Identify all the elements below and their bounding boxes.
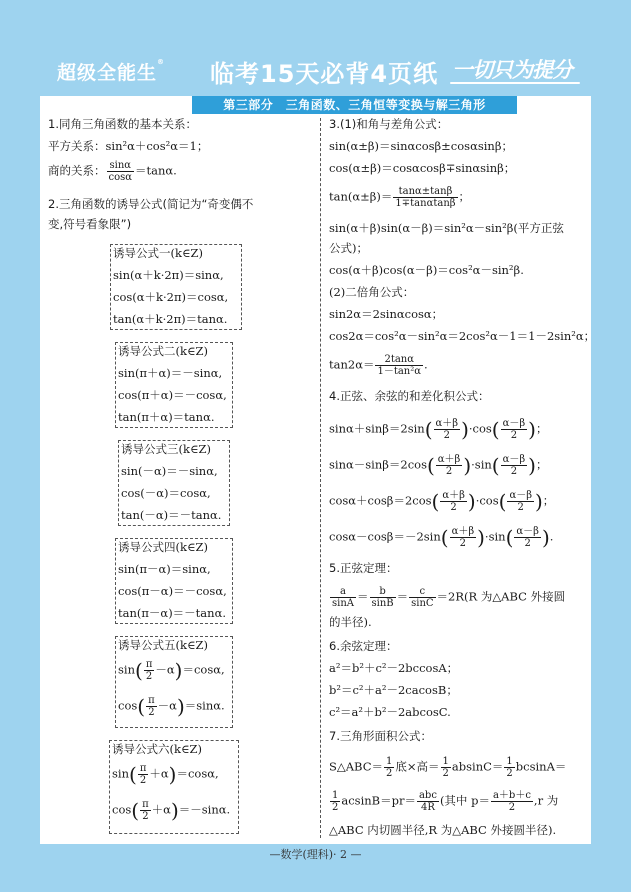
half-diff [514, 526, 541, 549]
frac-den: 2 [459, 538, 467, 549]
paren-close: ) [174, 658, 183, 683]
quotient-fraction [107, 160, 135, 183]
fn-cos: cos [112, 802, 132, 817]
term: . [424, 357, 428, 372]
area-formula [329, 756, 566, 779]
frac-num: 1 [506, 756, 513, 767]
frac-den: 2 [506, 768, 513, 779]
box-title: 诱导公式一(k∈Z) [113, 246, 203, 260]
box-row: cos(π＋α)＝－cosα, [118, 388, 227, 402]
pi-half [144, 659, 155, 682]
box-title: 诱导公式五(k∈Z) [118, 638, 208, 652]
sum-to-product-4 [329, 526, 553, 549]
brand-registered-mark: ® [157, 58, 166, 66]
formula-box-5 [115, 636, 233, 728]
term: ·sin [484, 529, 506, 544]
paren-open: ( [505, 525, 514, 550]
result: ＝cosα, [176, 766, 219, 781]
pi-half [146, 695, 157, 718]
sine-law [329, 586, 565, 609]
frac-num: π [148, 695, 155, 706]
box-row [118, 659, 225, 682]
term: sinα－sinβ＝2cos [329, 457, 427, 472]
heading-1: 1.同角三角函数的基本关系： [48, 117, 197, 131]
frac-num: α＋β [437, 454, 461, 465]
frac-den: 2 [442, 768, 449, 779]
quotient-label: 商的关系： [48, 163, 106, 178]
frac-num: α＋β [442, 490, 465, 501]
frac-num: α＋β [451, 526, 475, 537]
paren-open: ( [491, 453, 500, 478]
paren-close: ) [463, 453, 472, 478]
term: ·cos [475, 493, 499, 508]
equals: ＝ [396, 589, 409, 604]
frac-den: 1－tan²α [377, 366, 422, 377]
frac-num: abc [418, 790, 437, 801]
term: tan2α＝ [329, 357, 375, 372]
paren-open: ( [440, 525, 449, 550]
paren-close: ) [534, 489, 543, 514]
pi-half [138, 763, 149, 786]
frac-den: 2 [517, 502, 524, 513]
frac-num: tanα±tanβ [393, 186, 457, 198]
area-formula-note: △ABC 内切圆半径,R 为△ABC 外接圆半径). [329, 823, 557, 837]
paren-close: ) [170, 798, 179, 823]
term: S△ABC＝ [329, 759, 383, 774]
term: ； [535, 457, 548, 472]
frac-num: α－β [516, 526, 539, 537]
frac-num: b [370, 586, 396, 598]
frac-den: 2 [148, 707, 155, 718]
box-row: sin(π＋α)＝－sinα, [118, 366, 223, 380]
frac-num: a [330, 586, 356, 598]
paren-open: ( [137, 694, 146, 719]
frac-num: 1 [386, 756, 393, 767]
frac-num: α＋β [435, 418, 459, 429]
heading-7: 7.三角形面积公式： [329, 729, 432, 743]
paren-close: ) [168, 762, 177, 787]
fn-sin: sin [112, 766, 129, 781]
sum-to-product-3 [329, 490, 554, 513]
frac-den: cosα [108, 172, 133, 183]
page-footer: —数学(理科)· 2 — [269, 848, 362, 861]
ratio-c [409, 586, 435, 609]
box-row: tan(π－α)＝－tanα. [118, 606, 226, 620]
formula-box-3 [118, 440, 230, 526]
frac-num: 1 [442, 756, 449, 767]
ratio-a [330, 586, 356, 609]
result: ＝cosα, [182, 662, 225, 677]
box-row: sin(－α)＝－sinα, [121, 464, 218, 478]
term: －α [155, 662, 175, 677]
formula-box-4 [115, 538, 233, 624]
cosine-law-c: c²＝a²＋b²－2abcosC. [329, 705, 451, 719]
heading-3b: (2)二倍角公式： [329, 285, 415, 299]
frac-den: 2 [386, 768, 393, 779]
half-sum [450, 526, 477, 549]
frac-den: 2 [145, 671, 153, 682]
term: 底×高＝ [395, 759, 440, 774]
half-diff [507, 490, 534, 513]
column-divider [320, 118, 321, 838]
frac-num: π [139, 763, 147, 774]
cos-product: cos(α＋β)cos(α－β)＝cos²α－sin²β. [329, 263, 524, 277]
frac-num: α－β [509, 490, 532, 501]
quotient-relation [48, 160, 177, 183]
sum-to-product-2 [329, 454, 547, 477]
double-sin: sin2α＝2sinαcosα； [329, 307, 444, 321]
slogan-underline [450, 82, 580, 84]
heading-5: 5.正弦定理： [329, 561, 398, 575]
frac-den: 2 [443, 430, 450, 441]
tan-fraction [393, 186, 457, 209]
box-row: cos(α＋k·2π)＝cosα, [113, 290, 229, 304]
term: ＝2R(R 为△ABC 外接圆 [436, 589, 566, 604]
content-page [40, 96, 596, 844]
frac-num: sinα [107, 160, 135, 172]
term: －α [157, 698, 177, 713]
paren-open: ( [424, 417, 433, 442]
term: acsinB＝pr＝ [341, 793, 416, 808]
double-cos: cos2α＝cos²α－sin²α＝2cos²α－1＝1－2sin²α； [329, 329, 596, 343]
fn-sin: sin [118, 662, 135, 677]
double-tan [329, 354, 428, 377]
main-title: 临考15天必背4页纸 [210, 60, 439, 88]
paren-open: ( [135, 658, 143, 683]
half-sum [434, 418, 461, 441]
box-row [112, 799, 230, 822]
box-title: 诱导公式三(k∈Z) [121, 442, 211, 456]
result: ＝sinα. [184, 698, 225, 713]
frac-den: 2 [508, 802, 516, 813]
heading-2-cont: 变,符号看象限”) [48, 217, 132, 231]
frac-num: α－β [502, 454, 526, 465]
ratio-b [370, 586, 396, 609]
half [384, 756, 394, 779]
box-title: 诱导公式二(k∈Z) [118, 344, 208, 358]
formula-box-2 [115, 342, 233, 428]
paren-open: ( [491, 417, 500, 442]
frac-den: sinA [332, 598, 354, 609]
term: ； [542, 493, 555, 508]
term: . [549, 529, 554, 544]
term: absinC＝ [451, 759, 504, 774]
frac-num: π [142, 799, 149, 810]
box-row: tan(π＋α)＝tanα. [118, 410, 215, 424]
half-diff [501, 454, 528, 477]
frac-den: 2 [332, 802, 339, 813]
term: bcsinA＝ [515, 759, 567, 774]
paren-open: ( [431, 489, 440, 514]
term: tan(α±β)＝ [329, 189, 393, 204]
frac-num: 1 [332, 790, 339, 801]
term: cosα－cosβ＝－2sin [329, 529, 441, 544]
term: ； [535, 421, 548, 436]
frac-den: 2 [139, 775, 147, 786]
frac-num: α－β [502, 418, 526, 429]
sum-cos: cos(α±β)＝cosαcosβ∓sinαsinβ； [329, 161, 516, 175]
semi-perimeter [491, 790, 533, 813]
box-row [112, 763, 219, 786]
term: cosα＋cosβ＝2cos [329, 493, 432, 508]
box-row: cos(－α)＝cosα, [121, 486, 211, 500]
paren-close: ) [528, 417, 536, 442]
square-sine-formula-cont: 公式)； [329, 241, 368, 255]
quotient-result: ＝tanα. [135, 163, 177, 178]
area-formula-cont [329, 790, 558, 813]
paren-close: ) [467, 489, 476, 514]
paren-open: ( [131, 798, 140, 823]
half [330, 790, 340, 813]
heading-6: 6.余弦定理： [329, 639, 398, 653]
slogan: 一切只为提分 [452, 57, 572, 82]
section-banner: 第三部分 三角函数、三角恒等变换与解三角形 [192, 96, 517, 114]
frac-den: 2 [450, 502, 457, 513]
half [504, 756, 514, 779]
formula-box-6 [109, 740, 239, 834]
formula-box-1 [110, 244, 242, 330]
half [441, 756, 451, 779]
cosine-law-b: b²＝c²＋a²－2cacosB； [329, 683, 458, 697]
box-row [118, 695, 225, 718]
term: ＋α [151, 802, 171, 817]
frac-den: sinC [411, 598, 434, 609]
abc-over-4r [417, 790, 439, 813]
sum-to-product-1 [329, 418, 547, 441]
frac-num: π [145, 659, 153, 670]
frac-num: 2tanα [375, 354, 423, 366]
term: sinα＋sinβ＝2sin [329, 421, 425, 436]
brand-logo [57, 58, 165, 85]
half-diff [501, 418, 528, 441]
cosine-law-a: a²＝b²＋c²－2bccosA； [329, 661, 459, 675]
page-header [0, 0, 631, 96]
box-row: tan(－α)＝－tanα. [121, 508, 222, 522]
sum-tan [329, 186, 470, 209]
box-row: sin(α＋k·2π)＝sinα, [113, 268, 224, 282]
term: ＋α [149, 766, 169, 781]
square-sine-formula: sin(α＋β)sin(α－β)＝sin²α－sin²β(平方正弦 [329, 221, 564, 235]
half-sum [436, 454, 463, 477]
paren-close: ) [477, 525, 485, 550]
term: (其中 p＝ [439, 793, 490, 808]
frac-den: 2 [524, 538, 531, 549]
sine-law-cont: 的半径). [329, 615, 372, 629]
frac-den: 2 [510, 430, 518, 441]
term: ·cos [468, 421, 492, 436]
square-relation: 平方关系：sin²α＋cos²α＝1； [48, 139, 209, 153]
paren-open: ( [426, 453, 435, 478]
paren-close: ) [461, 417, 469, 442]
frac-den: 2 [445, 466, 453, 477]
heading-2: 2.三角函数的诱导公式(简记为“奇变偶不 [48, 197, 254, 211]
frac-num: a＋b＋c [492, 790, 531, 801]
paren-close: ) [176, 694, 185, 719]
equals: ＝ [357, 589, 369, 604]
paren-open: ( [498, 489, 507, 514]
frac-den: sinB [371, 598, 394, 609]
box-row: cos(π－α)＝－cosα, [118, 584, 227, 598]
frac-den: 2 [142, 811, 149, 822]
frac-num: c [409, 586, 435, 598]
paren-open: ( [129, 762, 137, 787]
brand-name: 超级全能生 [57, 62, 158, 84]
paren-close: ) [541, 525, 550, 550]
sum-sin: sin(α±β)＝sinαcosβ±cosαsinβ； [329, 139, 513, 153]
frac-den: 4R [421, 802, 435, 813]
box-row: sin(π－α)＝sinα, [118, 562, 211, 576]
pi-half [140, 799, 151, 822]
box-title: 诱导公式六(k∈Z) [112, 742, 202, 756]
result: ＝－sinα. [178, 802, 231, 817]
heading-4: 4.正弦、余弦的和差化积公式： [329, 389, 490, 403]
tan2-fraction [375, 354, 423, 377]
box-row: tan(α＋k·2π)＝tanα. [113, 312, 228, 326]
heading-3: 3.(1)和角与差角公式： [329, 117, 449, 131]
fn-cos: cos [118, 698, 138, 713]
box-title: 诱导公式四(k∈Z) [118, 540, 208, 554]
term: ·sin [471, 457, 492, 472]
frac-den: 1∓tanαtanβ [395, 198, 456, 209]
half-sum [440, 490, 467, 513]
paren-close: ) [528, 453, 536, 478]
term: ； [458, 189, 471, 204]
frac-den: 2 [510, 466, 518, 477]
term: ,r 为 [533, 793, 559, 808]
